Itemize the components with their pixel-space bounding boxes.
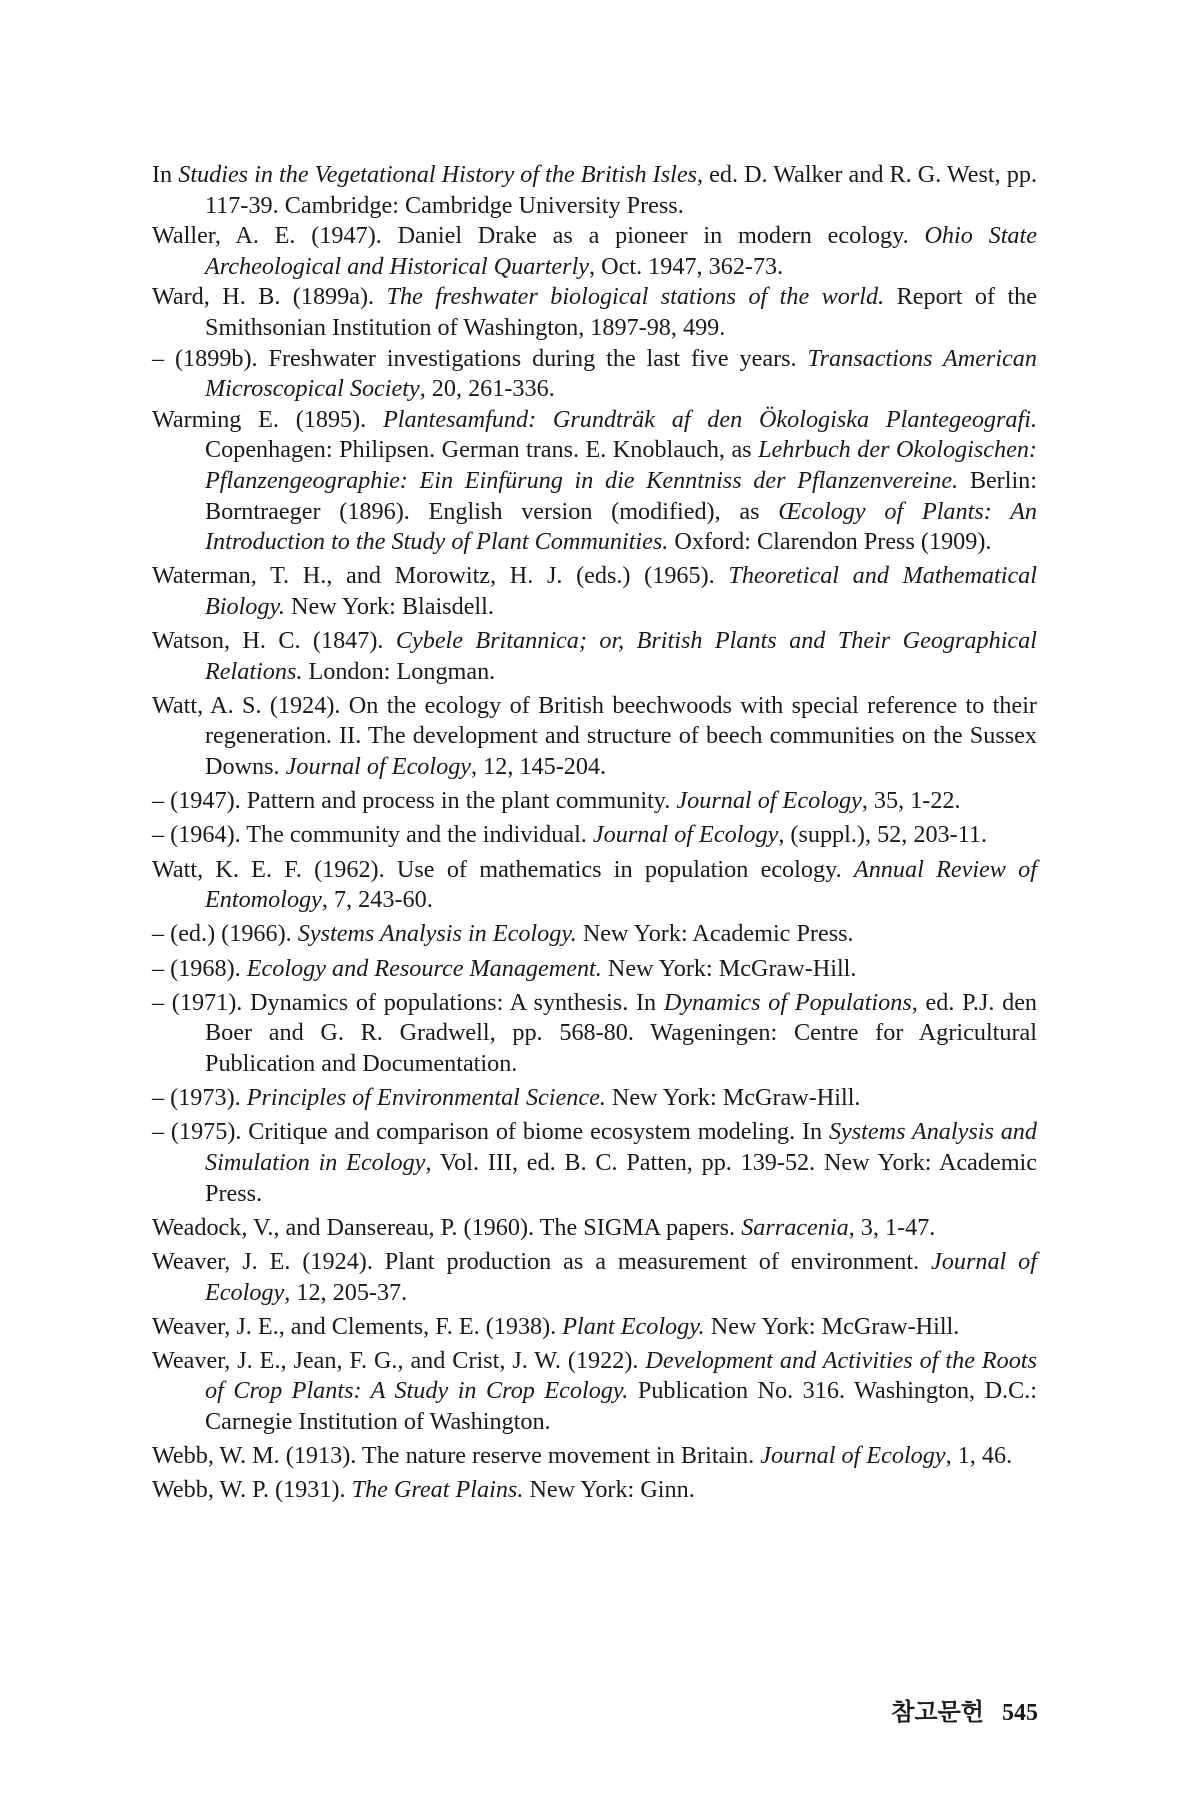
reference-text: New York: McGraw-Hill. (605, 1084, 861, 1112)
reference-title-italic: Journal of Ecology (205, 1247, 1037, 1306)
reference-title-italic: Cybele Britannica; or, British Plants and Their Geographical Relations. (205, 627, 1037, 685)
reference-entry (152, 1247, 1037, 1308)
reference-text: Webb, W. P. (1931). (152, 1476, 352, 1504)
reference-list (152, 160, 1037, 1510)
reference-text: New York: Academic Press. (576, 920, 854, 948)
reference-text: Weaver, J. E., Jean, F. G., and Crist, J. W. (1922). (152, 1346, 646, 1374)
reference-text: , 35, 1-22. (861, 787, 961, 815)
reference-title-italic: Sarracenia (741, 1213, 849, 1241)
reference-title-italic: Journal of Ecology (760, 1442, 946, 1470)
reference-text: Oxford: Clarendon Press (1909). (668, 528, 992, 556)
reference-entry (152, 691, 1037, 783)
page-footer (891, 1692, 1038, 1727)
reference-text: Berlin: Borntraeger (1896). English version (modified), as (205, 466, 1037, 525)
reference-text: Weadock, V., and Dansereau, P. (1960). The SIGMA papers. (152, 1213, 742, 1241)
reference-title-italic: Ohio State Archeological and Historical Quarterly (205, 222, 1037, 280)
reference-entry (152, 820, 1037, 851)
reference-entry (152, 1213, 1037, 1244)
reference-entry (152, 1083, 1037, 1114)
reference-title-italic: Principles of Environmental Science. (246, 1084, 606, 1112)
page-number: 545 (1002, 1700, 1038, 1726)
reference-title-italic: Plantesamfund: Grundträk af den Ökologiska Plantegeografi. (382, 405, 1037, 433)
reference-entry (152, 919, 1037, 950)
reference-text: New York: McGraw-Hill. (704, 1312, 960, 1340)
reference-text: – (1968). (152, 954, 247, 982)
reference-entry (152, 160, 1037, 221)
reference-text: New York: Blaisdell. (284, 592, 494, 620)
reference-title-italic: Ecology and Resource Management. (246, 954, 602, 982)
reference-text: , (suppl.), 52, 203-11. (778, 821, 988, 849)
reference-text: – (1899b). Freshwater investigations during the last five years. (152, 344, 808, 372)
reference-text: , ed. P.J. den Boer and G. R. Gradwell, pp. 568-80. Wageningen: Centre for Agricultural Publication and Documentation. (205, 988, 1038, 1077)
reference-text: Report of the Smithsonian Institution of Washington, 1897-98, 499. (205, 283, 1037, 341)
reference-text: Ward, H. B. (1899a). (152, 283, 387, 311)
reference-title-italic: Plant Ecology. (562, 1312, 705, 1340)
reference-entry (152, 626, 1037, 687)
reference-title-italic: Journal of Ecology (592, 821, 779, 849)
reference-text: , 7, 243-60. (321, 886, 433, 914)
reference-text: Copenhagen: Philipsen. German trans. E. Knoblauch, as (205, 436, 759, 464)
reference-title-italic: Journal of Ecology (285, 753, 472, 781)
reference-entry (152, 282, 1037, 343)
reference-text: , Oct. 1947, 362-73. (589, 252, 784, 280)
reference-text: Webb, W. M. (1913). The nature reserve movement in Britain. (152, 1442, 761, 1470)
reference-entry (152, 561, 1037, 622)
reference-title-italic: Theoretical and Mathematical Biology. (205, 562, 1037, 620)
reference-text: Weaver, J. E. (1924). Plant production as a measurement of environment. (152, 1247, 932, 1275)
reference-entry (152, 405, 1037, 558)
reference-text: In (152, 161, 179, 188)
reference-title-italic: Lehrbuch der Okologischen: Pflanzengeographie: Ein Einfürung in die Kenntniss der Pflanzenvereine. (205, 436, 1037, 494)
reference-entry (152, 988, 1037, 1080)
reference-text: – (ed.) (1966). (152, 920, 298, 948)
reference-title-italic: Studies in the Vegetational History of the British Isles (178, 161, 698, 188)
footer-section-label: 참고문헌 (891, 1700, 984, 1726)
reference-text: London: Longman. (302, 657, 496, 685)
reference-entry (152, 1346, 1037, 1438)
reference-entry (152, 1441, 1037, 1472)
reference-text: New York: Ginn. (523, 1476, 695, 1504)
reference-title-italic: Dynamics of Populations (663, 988, 912, 1016)
reference-text: , 1, 46. (945, 1442, 1013, 1470)
reference-text: , Vol. III, ed. B. C. Patten, pp. 139-52. New York: Academic Press. (205, 1148, 1037, 1207)
reference-text: – (1975). Critique and comparison of biome ecosystem modeling. In (152, 1118, 829, 1146)
reference-text: – (1973). (152, 1084, 247, 1112)
reference-entry (152, 786, 1037, 817)
reference-text: , 3, 1-47. (848, 1213, 936, 1241)
reference-text: , 20, 261-336. (419, 375, 555, 403)
reference-title-italic: Development and Activities of the Roots of Crop Plants: A Study in Crop Ecology. (205, 1346, 1037, 1405)
reference-entry (152, 1312, 1037, 1343)
reference-text: Waller, A. E. (1947). Daniel Drake as a pioneer in modern ecology. (152, 222, 925, 250)
reference-text: Watt, K. E. F. (1962). Use of mathematics in population ecology. (152, 855, 854, 883)
reference-text: – (1964). The community and the individual. (152, 821, 593, 849)
reference-entry (152, 855, 1037, 916)
reference-entry (152, 1475, 1037, 1506)
reference-text: Watson, H. C. (1847). (152, 627, 396, 655)
reference-title-italic: Annual Review of Entomology (205, 855, 1037, 914)
reference-entry (152, 344, 1037, 405)
reference-title-italic: Systems Analysis in Ecology. (297, 920, 577, 948)
reference-text: , 12, 205-37. (284, 1278, 408, 1306)
reference-text: Watt, A. S. (1924). On the ecology of British beechwoods with special reference to their regeneration. II. The development and structure of beech communities on the Sussex Downs. (152, 691, 1037, 781)
reference-text: Warming E. (1895). (152, 405, 383, 433)
reference-text: Weaver, J. E., and Clements, F. E. (1938). (152, 1312, 563, 1340)
reference-text: – (1947). Pattern and process in the plant community. (152, 787, 677, 815)
reference-entry (152, 954, 1037, 985)
reference-text: Publication No. 316. Washington, D.C.: Carnegie Institution of Washington. (205, 1377, 1038, 1436)
reference-text: , 12, 145-204. (471, 753, 607, 781)
reference-title-italic: Transactions American Microscopical Society (205, 344, 1037, 403)
reference-title-italic: The freshwater biological stations of the world. (386, 283, 885, 311)
reference-text: Waterman, T. H., and Morowitz, H. J. (eds.) (1965). (152, 562, 729, 590)
reference-entry (152, 1117, 1037, 1209)
reference-text: – (1971). Dynamics of populations: A synthesis. In (152, 988, 664, 1016)
reference-text: , ed. D. Walker and R. G. West, pp. 117-39. Cambridge: Cambridge University Press. (205, 161, 1037, 219)
reference-text: New York: McGraw-Hill. (601, 954, 857, 982)
reference-title-italic: Journal of Ecology (676, 787, 862, 815)
reference-title-italic: Systems Analysis and Simulation in Ecology (205, 1118, 1037, 1176)
reference-entry (152, 221, 1037, 282)
reference-title-italic: Œcology of Plants: An Introduction to the Study of Plant Communities. (205, 497, 1037, 556)
reference-title-italic: The Great Plains. (351, 1476, 524, 1504)
